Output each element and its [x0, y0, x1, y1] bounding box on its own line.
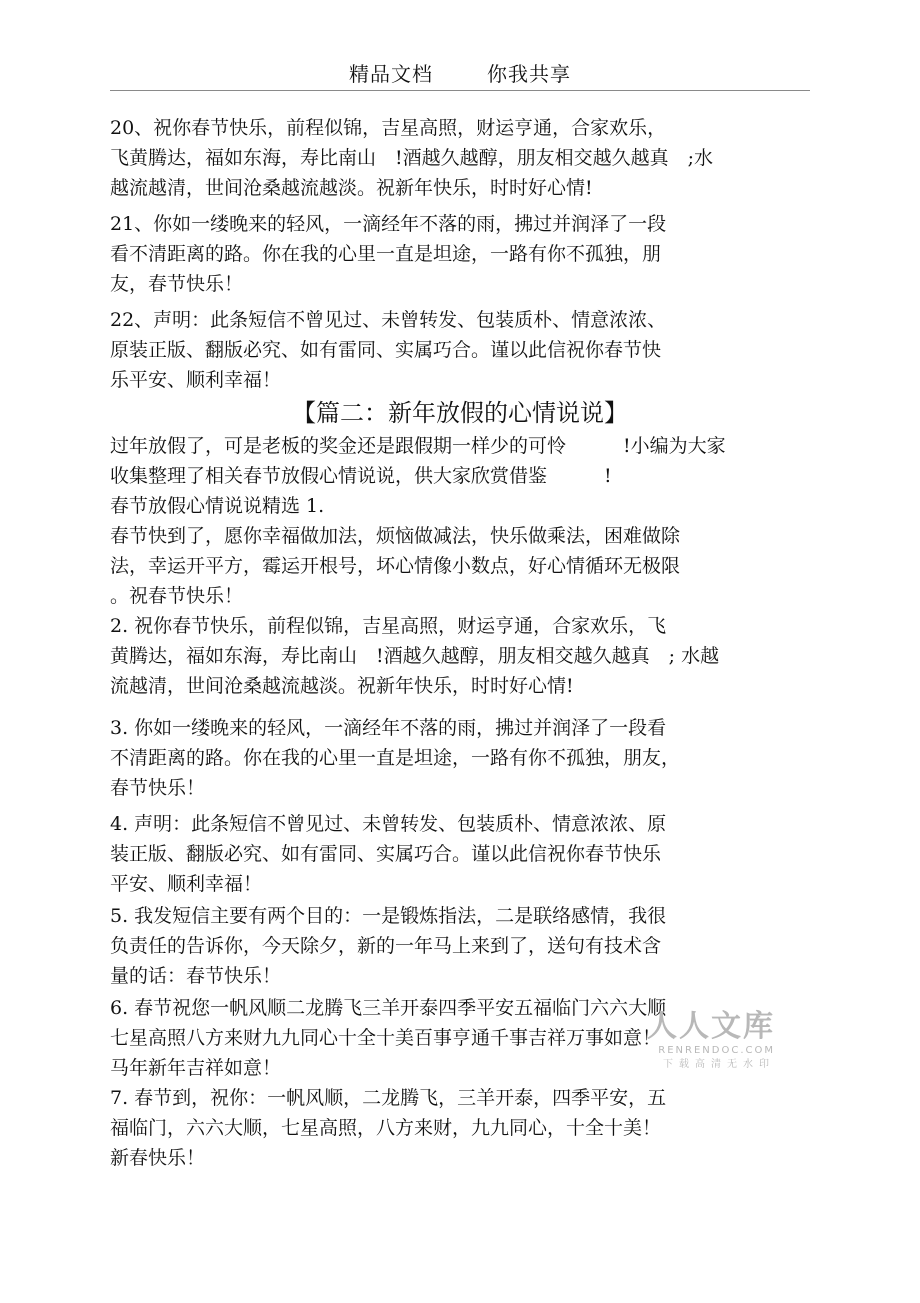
- text-line: 20、祝你春节快乐，前程似锦，吉星高照，财运亨通，合家欢乐，: [110, 117, 667, 139]
- text-line: 不清距离的路。你在我的心里一直是坦途，一路有你不孤独，朋友，: [110, 747, 681, 769]
- text-line: 友，春节快乐！: [110, 273, 244, 295]
- text-line: 春节快到了，愿你幸福做加法，烦恼做减法，快乐做乘法，困难做除: [110, 525, 681, 547]
- text-line: 福临门，六六大顺，七星高照，八方来财，九九同心，十全十美！: [110, 1117, 662, 1139]
- text-line: 乐平安、顺利幸福！: [110, 369, 282, 391]
- text-line: 装正版、翻版必究、如有雷同、实属巧合。谨以此信祝你春节快乐: [110, 843, 662, 865]
- text-line: 看不清距离的路。你在我的心里一直是坦途，一路有你不孤独，朋: [110, 243, 662, 265]
- text-line: 原装正版、翻版必究、如有雷同、实属巧合。谨以此信祝你春节快: [110, 339, 662, 361]
- text-line: 22、声明：此条短信不曾见过、未曾转发、包装质朴、情意浓浓、: [110, 309, 667, 331]
- text-line: 飞黄腾达，福如东海，寿比南山 !酒越久越醇，朋友相交越久越真 ;水: [110, 147, 714, 169]
- text-line: 七星高照八方来财九九同心十全十美百事亨通千事吉祥万事如意！: [110, 1027, 662, 1049]
- watermark: [640, 1010, 775, 1072]
- text-line: 6. 春节祝您一帆风顺二龙腾飞三羊开泰四季平安五福临门六六大顺: [110, 997, 667, 1019]
- text-line: 春节放假心情说说精选 1.: [110, 495, 325, 517]
- text-line: 平安、顺利幸福！: [110, 873, 263, 895]
- text-line: 3. 你如一缕晚来的轻风，一滴经年不落的雨，拂过并润泽了一段看: [110, 717, 667, 739]
- watermark-tagline: 下载高清无水印: [663, 1059, 775, 1070]
- text-line: 黄腾达，福如东海，寿比南山 !酒越久越醇，朋友相交越久越真 ; 水越: [110, 645, 720, 667]
- header-right-text: 你我共享: [487, 62, 571, 86]
- text-line: 越流越清，世间沧桑越流越淡。祝新年快乐，时时好心情!: [110, 177, 593, 199]
- text-line: 7. 春节到，祝你：一帆风顺，二龙腾飞，三羊开泰，四季平安，五: [110, 1087, 667, 1109]
- section-title: 【篇二：新年放假的心情说说】: [292, 399, 628, 427]
- text-line: 量的话：春节快乐！: [110, 965, 282, 987]
- text-line: 马年新年吉祥如意！: [110, 1057, 282, 1079]
- text-line: 4. 声明：此条短信不曾见过、未曾转发、包装质朴、情意浓浓、原: [110, 813, 667, 835]
- watermark-name: 人人文库: [647, 1009, 775, 1044]
- header-left-text: 精品文档: [349, 62, 433, 86]
- text-line: 5. 我发短信主要有两个目的：一是锻炼指法，二是联络感情，我很: [110, 905, 667, 927]
- text-line: 。祝春节快乐！: [110, 585, 244, 607]
- text-line: 法，幸运开平方，霉运开根号，坏心情像小数点，好心情循环无极限: [110, 555, 681, 577]
- page-header: [0, 58, 920, 87]
- text-line: 收集整理了相关春节放假心情说说，供大家欣赏借鉴 !: [110, 465, 612, 487]
- text-line: 负责任的告诉你，今天除夕，新的一年马上来到了，送句有技术含: [110, 935, 662, 957]
- watermark-url: RENRENDOC.COM: [658, 1045, 775, 1056]
- text-line: 流越清，世间沧桑越流越淡。祝新年快乐，时时好心情!: [110, 675, 574, 697]
- text-line: 2. 祝你春节快乐，前程似锦，吉星高照，财运亨通，合家欢乐，飞: [110, 615, 667, 637]
- text-line: 春节快乐！: [110, 777, 206, 799]
- header-divider: [110, 90, 810, 91]
- text-line: 21、你如一缕晚来的轻风，一滴经年不落的雨，拂过并润泽了一段: [110, 213, 667, 235]
- text-line: 新春快乐！: [110, 1147, 206, 1169]
- text-line: 过年放假了，可是老板的奖金还是跟假期一样少的可怜 !小编为大家: [110, 435, 726, 457]
